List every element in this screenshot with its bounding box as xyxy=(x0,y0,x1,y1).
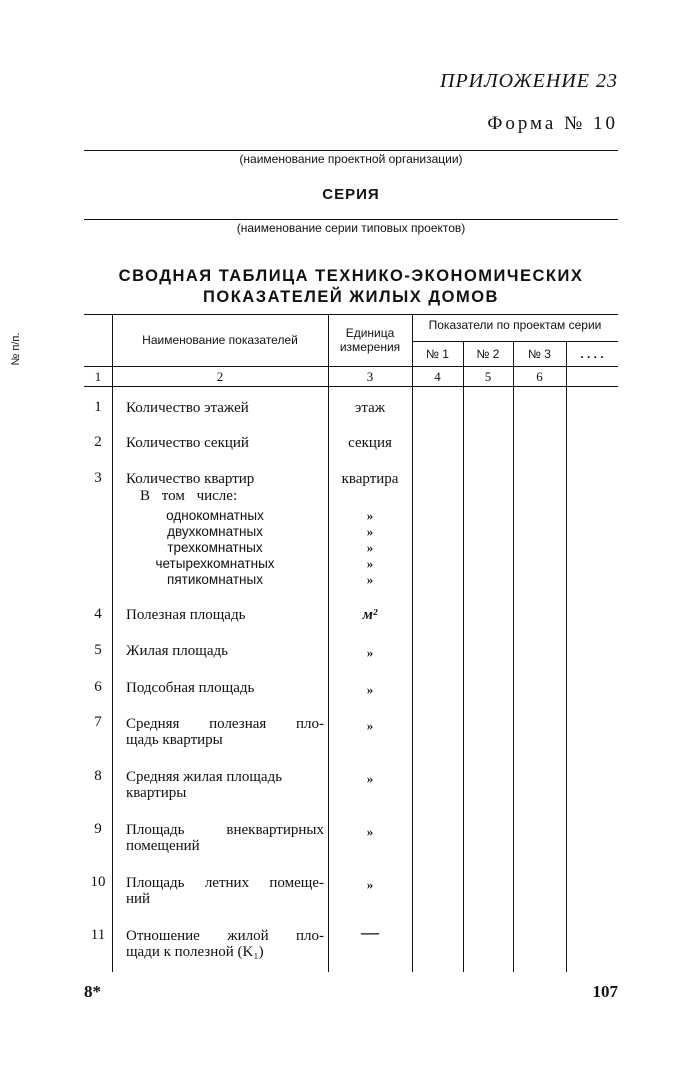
row-4-num: 4 xyxy=(94,606,102,622)
org-caption: (наименование проектной организации) xyxy=(239,152,463,166)
col-number-6: 6 xyxy=(536,369,543,384)
ditto-mark: » xyxy=(366,572,374,587)
series-caption: (наименование серии типовых проектов) xyxy=(236,221,466,235)
row-1-name: Количество этажей xyxy=(126,400,249,416)
row-5-num: 5 xyxy=(94,642,102,658)
row-2-num: 2 xyxy=(94,434,102,450)
title-line-2: ПОКАЗАТЕЛЕЙ ЖИЛЫХ ДОМОВ xyxy=(203,288,499,306)
row-11-num: 11 xyxy=(90,927,106,943)
row-4-name: Полезная площадь xyxy=(126,607,246,623)
table-top-border xyxy=(84,314,618,315)
row-3-name: Количество квартир xyxy=(126,471,255,487)
row-10-num: 10 xyxy=(90,874,106,890)
title-line-1: СВОДНАЯ ТАБЛИЦА ТЕХНИКО-ЭКОНОМИЧЕСКИХ xyxy=(118,267,584,285)
col-number-4: 4 xyxy=(434,369,441,384)
row-2-unit: секция xyxy=(348,435,392,451)
header-name: Наименование показателей xyxy=(142,333,298,347)
row-5-name: Жилая площадь xyxy=(126,643,228,659)
row-9-name: Площадь внеквартирных помещений xyxy=(126,822,324,854)
header-projects: Показатели по проектам серии xyxy=(428,318,602,332)
appendix-label: ПРИЛОЖЕНИЕ 23 xyxy=(440,70,618,92)
header-bottom-border xyxy=(84,366,618,367)
row-2-name: Количество секций xyxy=(126,435,249,451)
row-3-subheading: В том числе: xyxy=(140,488,238,504)
column-numbers-border xyxy=(84,386,618,387)
row-6-num: 6 xyxy=(94,679,102,695)
row-3-unit: квартира xyxy=(341,471,399,487)
row-11-unit: — xyxy=(361,922,379,942)
col-divider-1 xyxy=(112,314,113,972)
row-8-num: 8 xyxy=(94,768,102,784)
row-7-name: Средняя полезная пло- щадь квартиры xyxy=(126,716,324,748)
col-divider-5 xyxy=(513,341,514,972)
sub-two-room: двухкомнатных xyxy=(167,524,263,539)
row-1-unit: этаж xyxy=(354,400,386,416)
col-number-2: 2 xyxy=(216,369,224,384)
ditto-mark: » xyxy=(366,508,374,523)
row-9-num: 9 xyxy=(94,821,102,837)
header-project-3: № 3 xyxy=(528,347,551,361)
org-name-rule xyxy=(84,150,618,151)
row-6-name: Подсобная площадь xyxy=(126,680,255,696)
col-divider-3 xyxy=(412,314,413,972)
col-divider-6 xyxy=(566,341,567,972)
ditto-mark: » xyxy=(366,540,374,555)
row-7-unit: » xyxy=(366,718,374,733)
header-project-2: № 2 xyxy=(476,347,500,361)
row-3-num: 3 xyxy=(94,470,102,486)
row-1-num: 1 xyxy=(94,399,102,415)
row-5-unit: » xyxy=(366,645,374,660)
form-number: Форма № 10 xyxy=(487,113,618,134)
header-unit: Единица измерения xyxy=(339,326,401,354)
sub-three-room: трехкомнатных xyxy=(167,540,263,555)
row-6-unit: » xyxy=(366,682,374,697)
col-number-3: 3 xyxy=(366,369,374,384)
sub-five-room: пятикомнатных xyxy=(167,572,263,587)
sub-four-room: четырехкомнатных xyxy=(155,556,275,571)
row-10-unit: » xyxy=(366,877,374,892)
signature-mark: 8* xyxy=(84,982,101,1001)
row-4-unit: м² xyxy=(362,607,378,623)
header-project-more: . . . . xyxy=(580,347,604,361)
sub-one-room: однокомнатных xyxy=(166,508,264,523)
header-project-1: № 1 xyxy=(426,347,449,361)
row-9-unit: » xyxy=(366,824,374,839)
row-8-name: Средняя жилая площадь квартиры xyxy=(126,769,283,801)
col-number-5: 5 xyxy=(484,369,492,384)
series-name-rule xyxy=(84,219,618,220)
page-number: 107 xyxy=(592,982,618,1001)
row-3-subunits xyxy=(328,508,412,588)
col-number-1: 1 xyxy=(94,369,102,384)
series-label: СЕРИЯ xyxy=(322,186,380,203)
row-11-name: Отношение жилой пло- щади к полезной (K₁) xyxy=(126,928,324,960)
projects-subheader-border xyxy=(412,341,618,342)
row-8-unit: » xyxy=(366,771,374,786)
header-num: № п/п. xyxy=(10,332,22,366)
col-divider-4 xyxy=(463,341,464,972)
row-7-num: 7 xyxy=(94,714,102,730)
row-3-sublist xyxy=(140,508,290,588)
row-10-name: Площадь летних помеще- ний xyxy=(126,875,324,907)
table-title xyxy=(84,266,618,308)
ditto-mark: » xyxy=(366,524,374,539)
ditto-mark: » xyxy=(366,556,374,571)
